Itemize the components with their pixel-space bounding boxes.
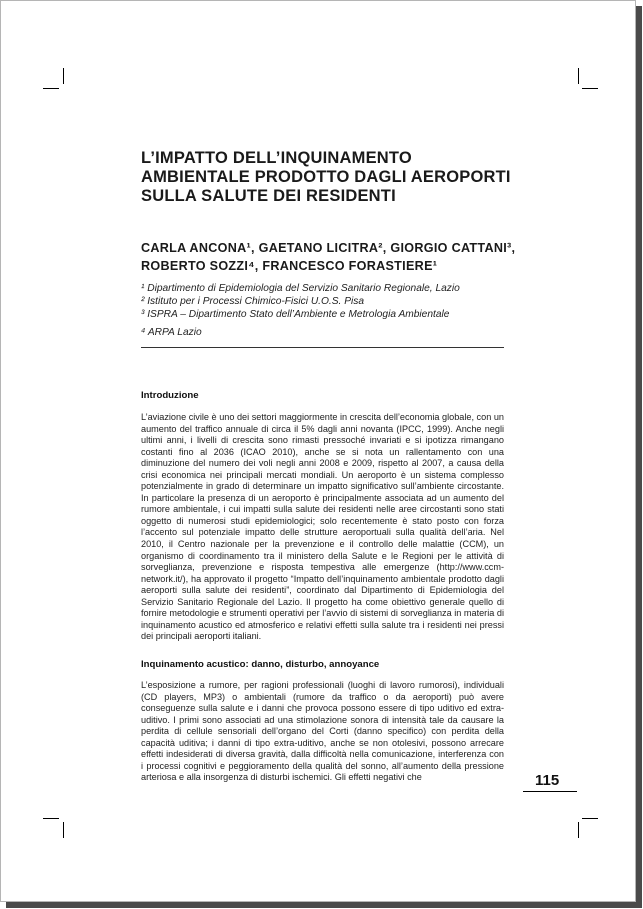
crop-mark — [63, 68, 64, 84]
section-heading: Inquinamento acustico: danno, disturbo, annoyance — [141, 659, 380, 670]
page-number-rule — [523, 791, 577, 792]
section-body: L’esposizione a rumore, per ragioni professionali (luoghi di lavoro rumorosi), individuali (CD players, MP3) o ambientali (rumore da traffico o da aeroporti) può avere conseguenze sulla salute e i danni che provoca possono essere di tipo uditivo ed extra-uditivo. I primi sono associati ad una stimolazione sonora di intensità tale da causare la perdita di cellule sensoriali dell’organo del Corti (danno specifico) con perdita della capacità uditiva; i danni di tipo extra-uditivo, anche se non otolesivi, possono arrecare effetti indesiderati di diversa gravità, dalla difficoltà nella comunicazione, interferenza con i processi cognitivi e peggioramento della qualità del sonno, all’aumento della pressione arteriosa e alla insorgenza di disturbi ischemici. Gli effetti negativi che — [141, 680, 504, 783]
crop-mark — [578, 822, 579, 838]
header-rule — [141, 347, 504, 348]
article-title: L’IMPATTO DELL’INQUINAMENTO AMBIENTALE PRODOTTO DAGLI AEROPORTI SULLA SALUTE DEI RESIDENTI — [141, 149, 511, 205]
crop-mark — [43, 88, 59, 89]
affiliation: ² Istituto per i Processi Chimico-Fisici U.O.S. Pisa — [141, 295, 365, 307]
crop-mark — [63, 822, 64, 838]
affiliations — [141, 283, 511, 340]
page-shadow-bottom — [6, 902, 642, 908]
author-list: CARLA ANCONA¹, GAETANO LICITRA², GIORGIO CATTANI³, ROBERTO SOZZI⁴, FRANCESCO FORASTIERE¹ — [141, 241, 516, 273]
page-shadow-right — [636, 6, 642, 906]
crop-mark — [582, 88, 598, 89]
crop-mark — [43, 818, 59, 819]
crop-mark — [578, 68, 579, 84]
affiliation: ⁴ ARPA Lazio — [141, 327, 202, 339]
page-number: 115 — [535, 772, 560, 789]
section-heading: Introduzione — [141, 390, 199, 401]
affiliation: ¹ Dipartimento di Epidemiologia del Servizio Sanitario Regionale, Lazio — [141, 283, 460, 294]
crop-mark — [582, 818, 598, 819]
affiliation: ³ ISPRA – Dipartimento Stato dell’Ambiente e Metrologia Ambientale — [141, 308, 450, 320]
section-body: L’aviazione civile è uno dei settori maggiormente in crescita dell’economia globale, con un aumento del traffico annuale di circa il 5% dagli anni novanta (IPCC, 1999). Anche negli ultimi anni, i livelli di crescita sono rimasti pressoché invariati e si ipotizza rimangano costanti fino al 2036 (ICAO 2010), anche se si nota un rallentamento con una diminuzione del numero dei voli negli anni 2008 e 2009, rispetto al 2007, a causa della crisi economica nei principali mercati mondiali. Un aeroporto è un sistema complesso potenzialmente in grado di determinare un impatto significativo sull’ambiente circostante. In particolare la presenza di un aeroporto è principalmente associata ad un aumento del rumore ambientale, i cui impatti sulla salute dei residenti nelle aree circostanti sono stati oggetto di numerosi studi epidemiologici; solo recentemente è stato posto con forza l’accento sul potenziale impatto delle strutture aeroportuali sulla qualità dell’aria. Nel 2010, il Centro nazionale per la prevenzione e il controllo delle malattie (CCM), un organismo di coordinamento tra il ministero della Salute e le Regioni per le attività di sorveglianza, prevenzione e risposta tempestiva alle emergenze (http://www.ccm-network.it/), ha approvato il progetto “Impatto dell’inquinamento ambientale prodotto dagli aeroporti sulla salute dei residenti”, coordinato dal Dipartimento di Epidemiologia del Servizio Sanitario Regionale del Lazio. Il progetto ha come obiettivo generale quello di fornire metodologie e strumenti operativi per l’avvio di sistemi di sorveglianza in materia di inquinamento acustico ed atmosferico e relativi effetti sulla salute tra i residenti nei pressi dei principali aeroporti italiani. — [141, 412, 504, 642]
